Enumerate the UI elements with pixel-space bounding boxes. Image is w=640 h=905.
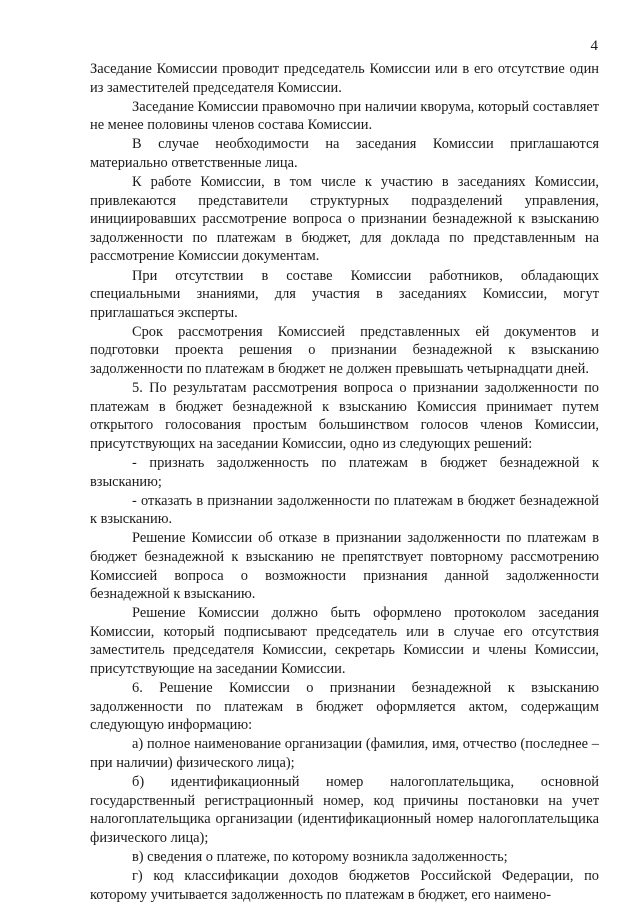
paragraph-review-period: Срок рассмотрения Комиссией представленных ей документов и подготовки проекта решения о признании безнадежной к взысканию задолженности по платежам в бюджет не должен превышать четырнадцати дней. bbox=[90, 323, 599, 377]
paragraph-protocol: Решение Комиссии должно быть оформлено протоколом заседания Комиссии, который подписывают председатель или в случае его отсутствия заместитель председателя Комиссии, секретарь Комиссии и члены Комиссии, присутствующие на заседании Комиссии. bbox=[90, 605, 599, 677]
paragraph-representatives: К работе Комиссии, в том числе к участию в заседаниях Комиссии, привлекаются представители структурных подразделений управления, инициировавших рассмотрение вопроса о признании безнадежной к взысканию задолженности по платежам в бюджет, для доклада по представленным на рассмотрение Комиссии документам. bbox=[90, 174, 599, 265]
paragraph-refusal-effect: Решение Комиссии об отказе в признании задолженности по платежам в бюджет безнадежной к взысканию не препятствует повторному рассмотрению Комиссией вопроса о возможности признания данной задолженности безнадежной к взысканию. bbox=[90, 530, 599, 603]
paragraph-quorum: Заседание Комиссии правомочно при наличии кворума, который составляет не менее половины членов состава Комиссии. bbox=[90, 98, 599, 134]
paragraph-info-g: г) код классификации доходов бюджетов Российской Федерации, по которому учитывается задолженность по платежам в бюджет, его наимено- bbox=[90, 868, 599, 903]
paragraph-decision-recognize: - признать задолженность по платежам в бюджет безнадежной к взысканию; bbox=[90, 454, 599, 490]
paragraph-info-a: а) полное наименование организации (фамилия, имя, отчество (последнее – при наличии) физического лица); bbox=[90, 736, 599, 771]
document-body bbox=[90, 60, 599, 905]
paragraph-info-b: б) идентификационный номер налогоплательщика, основной государственный регистрационный номер, код причины постановки на учет налогоплательщика организации (идентификационный номер налогоплательщика физического лица); bbox=[90, 774, 599, 846]
paragraph-decision-refuse: - отказать в признании задолженности по платежам в бюджет безнадежной к взысканию. bbox=[90, 492, 599, 528]
paragraph-item-6: 6. Решение Комиссии о признании безнадежной к взысканию задолженности по платежам в бюджет оформляется актом, содержащим следующую информацию: bbox=[90, 680, 599, 734]
paragraph-materially-responsible: В случае необходимости на заседания Комиссии приглашаются материально ответственные лица. bbox=[90, 136, 599, 171]
paragraph-info-v: в) сведения о платеже, по которому возникла задолженность; bbox=[132, 848, 508, 865]
paragraph-item-5: 5. По результатам рассмотрения вопроса о признании задолженности по платежам в бюджет безнадежной к взысканию Комиссия принимает путем открытого голосования простым большинством голосов членов Комиссии, присутствующих на заседании Комиссии, одно из следующих решений: bbox=[90, 380, 599, 452]
paragraph-chair-conducts: Заседание Комиссии проводит председатель Комиссии или в его отсутствие один из заместителей председателя Комиссии. bbox=[90, 61, 599, 96]
page-number: 4 bbox=[590, 38, 598, 54]
paragraph-experts: При отсутствии в составе Комиссии работников, обладающих специальными знаниями, для участия в заседаниях Комиссии, могут приглашаться эксперты. bbox=[90, 267, 599, 321]
